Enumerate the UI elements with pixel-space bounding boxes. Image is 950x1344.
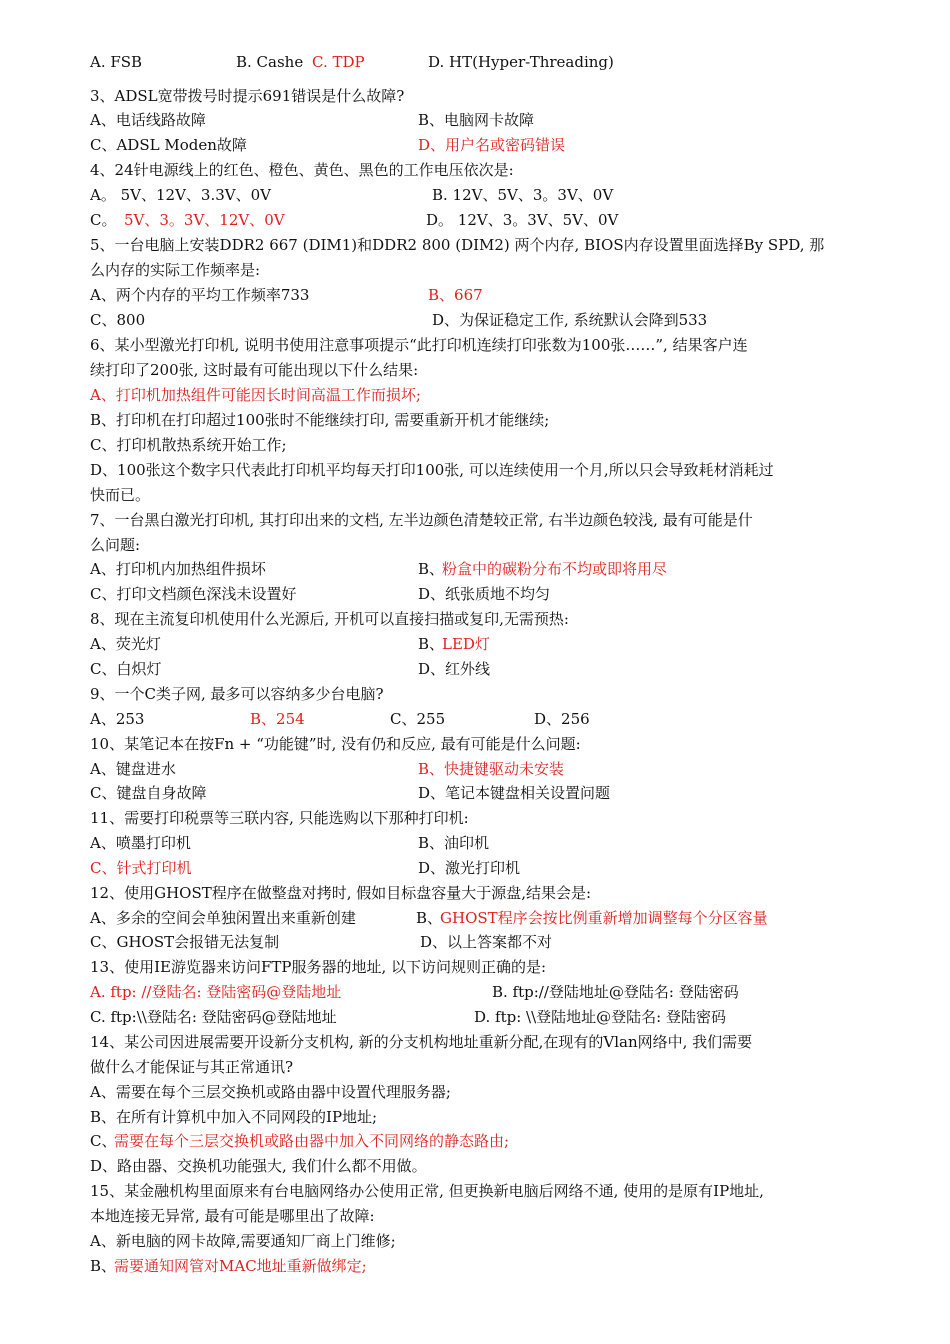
- answer-text: D、用户名或密码错误: [418, 136, 566, 154]
- line-text: D、激光打印机: [418, 859, 521, 877]
- line-text: 4、24针电源线上的红色、橙色、黄色、黑色的工作电压依次是:: [90, 161, 514, 179]
- line-text: D、路由器、交换机功能强大, 我们什么都不用做。: [90, 1157, 427, 1175]
- line-text: C、255: [390, 710, 446, 728]
- answer-text: LED灯: [442, 635, 490, 653]
- line-text: B、电脑网卡故障: [418, 111, 535, 129]
- answer-text: 需要在每个三层交换机或路由器中加入不同网络的静态路由;: [114, 1132, 510, 1150]
- line-text: 13、使用IE游览器来访问FTP服务器的地址, 以下访问规则正确的是:: [90, 958, 547, 976]
- line-text: C、: [90, 1132, 117, 1150]
- answer-text: B、667: [428, 286, 483, 304]
- line-text: 11、需要打印税票等三联内容, 只能选购以下那种打印机:: [90, 809, 469, 827]
- line-text: 做什么才能保证与其正常通讯?: [90, 1058, 294, 1076]
- line-text: A、电话线路故障: [90, 111, 206, 129]
- line-text: B. ftp://登陆地址@登陆名: 登陆密码: [492, 983, 739, 1001]
- line-text: A. FSB: [90, 53, 143, 71]
- line-text: 3、ADSL宽带拨号时提示691错误是什么故障?: [90, 87, 405, 105]
- line-text: A、253: [90, 710, 145, 728]
- line-text: 5、一台电脑上安装DDR2 667 (DIM1)和DDR2 800 (DIM2) 两个内存, BIOS内存设置里面选择By SPD, 那: [90, 236, 825, 254]
- line-text: A、两个内存的平均工作频率733: [90, 286, 310, 304]
- line-text: A、荧光灯: [90, 635, 161, 653]
- line-text: B、: [416, 909, 443, 927]
- line-text: A、新电脑的网卡故障,需要通知厂商上门维修;: [90, 1232, 396, 1250]
- line-text: D、红外线: [418, 660, 491, 678]
- line-text: A、需要在每个三层交换机或路由器中设置代理服务器;: [90, 1083, 451, 1101]
- line-text: B. 12V、5V、3。3V、0V: [432, 186, 614, 204]
- line-text: C、ADSL Moden故障: [90, 136, 247, 154]
- line-text: 12、使用GHOST程序在做整盘对拷时, 假如目标盘容量大于源盘,结果会是:: [90, 884, 592, 902]
- line-text: D。 12V、3。3V、5V、0V: [426, 211, 619, 229]
- line-text: C. ftp:\\登陆名: 登陆密码@登陆地址: [90, 1008, 337, 1026]
- line-text: 本地连接无异常, 最有可能是哪里出了故障:: [90, 1207, 375, 1225]
- line-text: B、打印机在打印超过100张时不能继续打印, 需要重新开机才能继续;: [90, 411, 550, 429]
- answer-text: 5V、3。3V、12V、0V: [124, 211, 285, 229]
- line-text: 14、某公司因进展需要开设新分支机构, 新的分支机构地址重新分配,在现有的Vlan网络中, 我们需要: [90, 1033, 753, 1051]
- line-text: C、800: [90, 311, 146, 329]
- line-text: 10、某笔记本在按Fn + “功能键”时, 没有仍和反应, 最有可能是什么问题:: [90, 735, 581, 753]
- answer-text: B、254: [250, 710, 305, 728]
- line-text: C、白炽灯: [90, 660, 162, 678]
- answer-text: B、快捷键驱动未安装: [418, 760, 565, 778]
- line-text: D、以上答案都不对: [420, 933, 553, 951]
- answer-text: C. TDP: [312, 53, 365, 71]
- line-text: D、256: [534, 710, 590, 728]
- line-text: B、油印机: [418, 834, 490, 852]
- line-text: 么问题:: [90, 536, 141, 554]
- line-text: D. ftp: \\登陆地址@登陆名: 登陆密码: [474, 1008, 726, 1026]
- line-text: 8、现在主流复印机使用什么光源后, 开机可以直接扫描或复印,无需预热:: [90, 610, 569, 628]
- line-text: C、打印文档颜色深浅未设置好: [90, 585, 297, 603]
- line-text: C、打印机散热系统开始工作;: [90, 436, 287, 454]
- line-text: B、: [418, 635, 445, 653]
- line-text: C、键盘自身故障: [90, 784, 207, 802]
- line-text: A。 5V、12V、3.3V、0V: [90, 186, 271, 204]
- answer-text: A、打印机加热组件可能因长时间高温工作而损坏;: [90, 386, 421, 404]
- answer-text: 粉盒中的碳粉分布不均或即将用尽: [442, 560, 668, 578]
- line-text: 续打印了200张, 这时最有可能出现以下什么结果:: [90, 361, 419, 379]
- line-text: D、笔记本键盘相关设置问题: [418, 784, 611, 802]
- line-text: C、GHOST会报错无法复制: [90, 933, 280, 951]
- line-text: B、在所有计算机中加入不同网段的IP地址;: [90, 1108, 378, 1126]
- line-text: 么内存的实际工作频率是:: [90, 261, 261, 279]
- line-text: D. HT(Hyper-Threading): [428, 53, 614, 71]
- line-text: B. Cashe: [236, 53, 304, 71]
- answer-text: A. ftp: //登陆名: 登陆密码@登陆地址: [90, 983, 342, 1001]
- line-text: 快而已。: [90, 486, 151, 504]
- line-text: A、喷墨打印机: [90, 834, 191, 852]
- line-text: A、打印机内加热组件损坏: [90, 560, 266, 578]
- line-text: 6、某小型激光打印机, 说明书使用注意事项提示“此打印机连续打印张数为100张……”, 结果客户连: [90, 336, 748, 354]
- answer-text: 需要通知网管对MAC地址重新做绑定;: [114, 1257, 367, 1275]
- line-text: B、: [418, 560, 445, 578]
- line-text: 9、一个C类子网, 最多可以容纳多少台电脑?: [90, 685, 384, 703]
- line-text: D、100张这个数字只代表此打印机平均每天打印100张, 可以连续使用一个月,所以只会导致耗材消耗过: [90, 461, 774, 479]
- line-text: C。: [90, 211, 117, 229]
- line-text: B、: [90, 1257, 117, 1275]
- line-text: 15、某金融机构里面原来有台电脑网络办公使用正常, 但更换新电脑后网络不通, 使用的是原有IP地址,: [90, 1182, 764, 1200]
- line-text: D、纸张质地不均匀: [418, 585, 551, 603]
- line-text: A、多余的空间会单独闲置出来重新创建: [90, 909, 356, 927]
- line-text: D、为保证稳定工作, 系统默认会降到533: [432, 311, 708, 329]
- answer-text: C、针式打印机: [90, 859, 192, 877]
- line-text: 7、一台黑白激光打印机, 其打印出来的文档, 左半边颜色清楚较正常, 右半边颜色较浅, 最有可能是什: [90, 511, 753, 529]
- line-text: A、键盘进水: [90, 760, 176, 778]
- answer-text: GHOST程序会按比例重新增加调整每个分区容量: [440, 909, 768, 927]
